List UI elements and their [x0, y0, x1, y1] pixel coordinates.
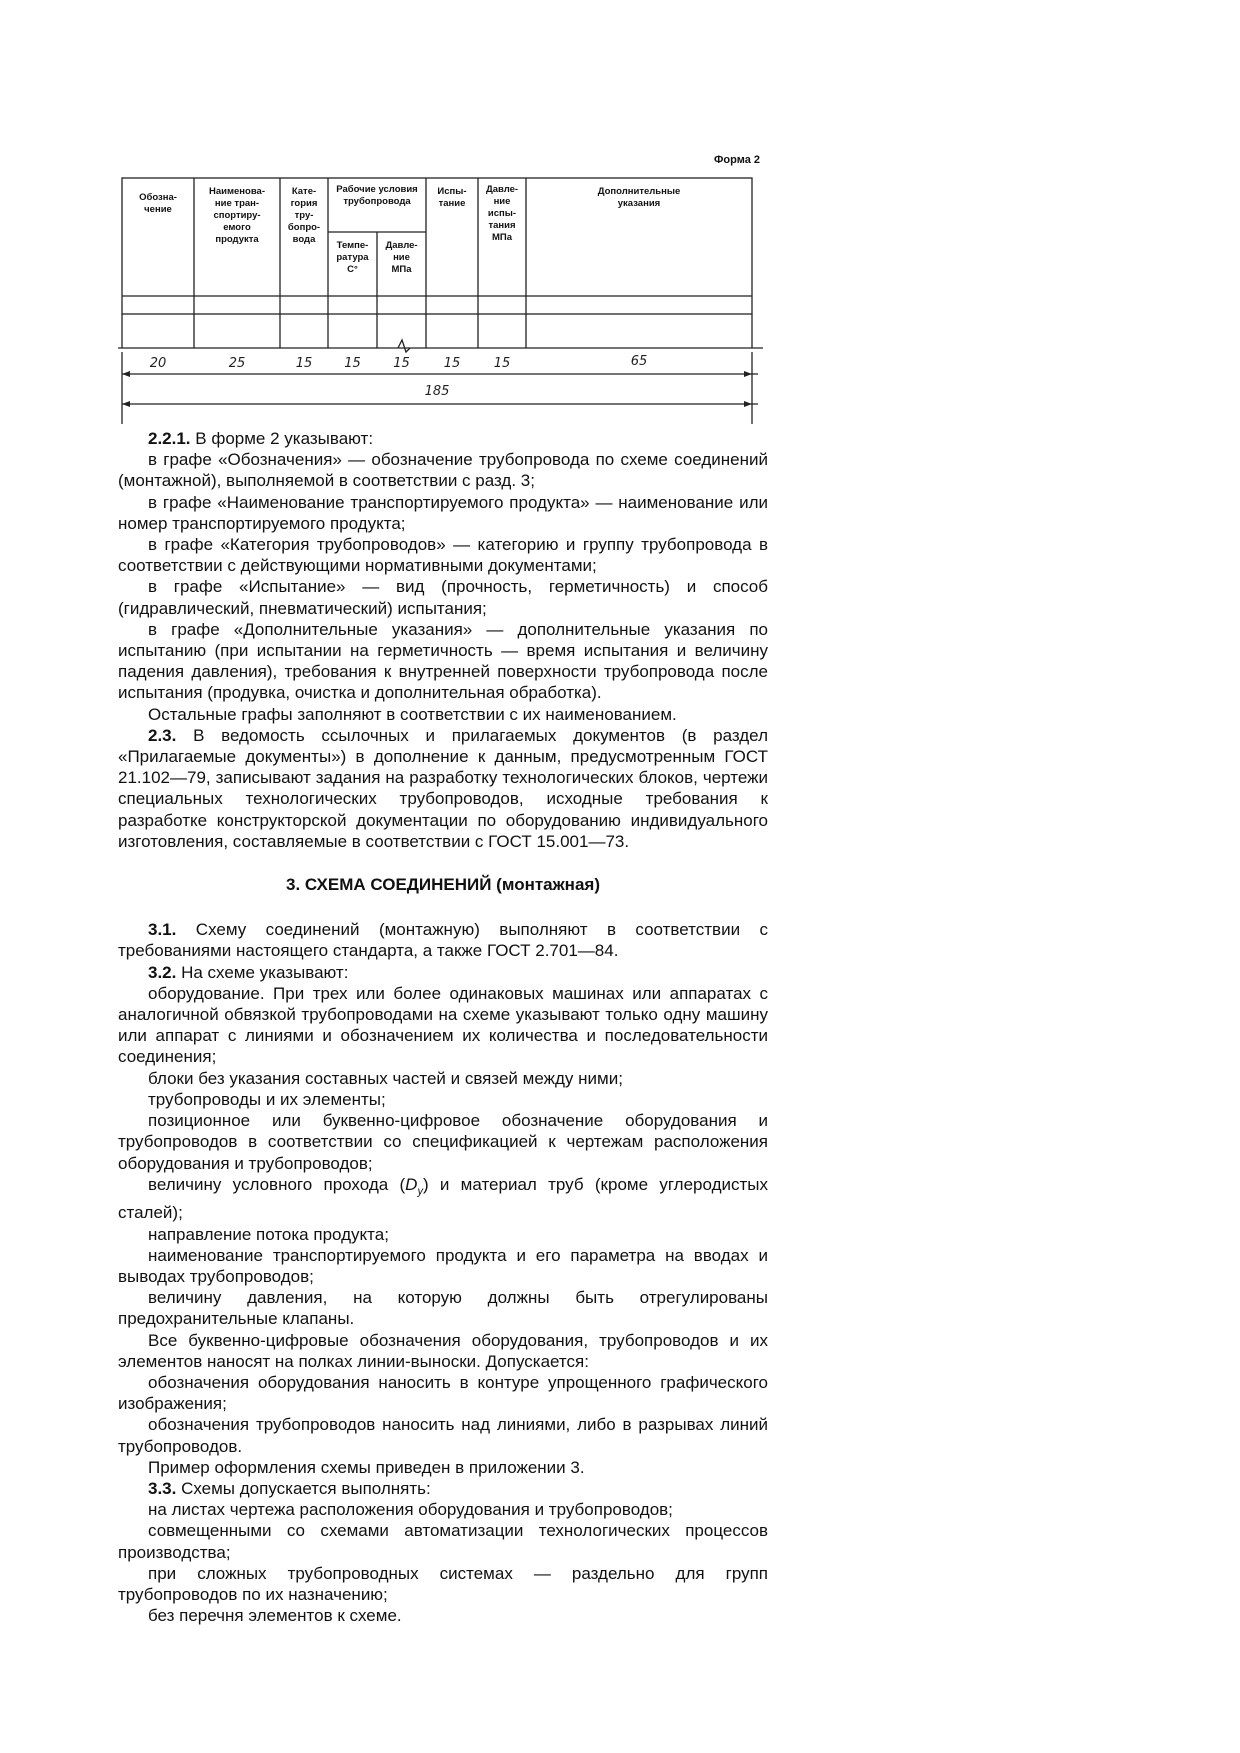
- paragraph: Остальные графы заполняют в соответствии с их наименованием.: [148, 704, 677, 724]
- paragraph: направление потока продукта;: [148, 1224, 389, 1244]
- paragraph-3-2: 3.2. На схеме указывают:: [148, 962, 349, 982]
- document-body: [118, 428, 768, 1626]
- paragraph: трубопроводы и их элементы;: [148, 1089, 386, 1109]
- header-test-pressure: Давле- ние испы- тания МПа: [485, 184, 519, 243]
- dim-temperature: 15: [344, 356, 361, 371]
- paragraph: в графе «Наименование транспортируемого продукта» — наименование или номер транспортируемого продукта;: [118, 492, 768, 533]
- dim-category: 15: [295, 356, 313, 371]
- header-temperature: Темпе- ратура C°: [336, 240, 369, 275]
- form-label: Форма 2: [714, 154, 760, 166]
- paragraph: совмещенными со схемами автоматизации технологических процессов производства;: [118, 1521, 768, 1562]
- paragraph-3-3: 3.3. Схемы допускается выполнять:: [148, 1478, 431, 1498]
- paragraph: величину давления, на которую должны быть отрегулированы предохранительные клапаны.: [118, 1288, 768, 1329]
- dim-product: 25: [228, 356, 246, 371]
- form-2-figure: [118, 152, 768, 427]
- header-pressure: Давле- ние МПа: [385, 240, 418, 275]
- paragraph: в графе «Испытание» — вид (прочность, герметичность) и способ (гидравлический, пневматический) испытания;: [118, 577, 768, 618]
- paragraph: Все буквенно-цифровые обозначения оборудования, трубопроводов и их элементов наносят на полках линии-выноски. Допускается:: [118, 1330, 768, 1371]
- dim-pressure: 15: [393, 356, 410, 371]
- paragraph-2-3: 2.3. В ведомость ссылочных и прилагаемых документов (в раздел «Прилагаемые документы») в дополнение к данным, предусмотренным ГОСТ 21.102—79, записывают задания на разработку технологических блоков, чертежи специальных технологических трубопроводов, исходные требования к разработке конструкторской документации по оборудованию индивидуального изготовления, составляемые в соответствии с ГОСТ 15.001—73.: [118, 725, 768, 851]
- paragraph: в графе «Категория трубопроводов» — категорию и группу трубопровода в соответствии с действующими нормативными документами;: [118, 535, 768, 576]
- paragraph-2-2-1: 2.2.1. В форме 2 указывают:: [148, 429, 374, 448]
- dim-designation: 20: [149, 356, 167, 371]
- paragraph: в графе «Обозначения» — обозначение трубопровода по схеме соединений (монтажной), выполняемой в соответствии с разд. 3;: [118, 450, 768, 491]
- paragraph-3-1: 3.1. Схему соединений (монтажную) выполняют в соответствии с требованиями настоящего стандарта, а также ГОСТ 2.701—84.: [118, 920, 768, 961]
- paragraph: наименование транспортируемого продукта и его параметра на вводах и выводах трубопроводов;: [118, 1245, 768, 1286]
- header-category: Кате- гория тру- бопро- вода: [287, 186, 321, 245]
- dim-notes: 65: [630, 354, 648, 369]
- paragraph: величину условного прохода $(D_у)$ и материал труб (кроме углеродистых сталей);: [118, 1174, 768, 1223]
- dim-test-pressure: 15: [493, 356, 511, 371]
- header-working-conditions: Рабочие условия трубопровода: [336, 184, 418, 207]
- paragraph: Пример оформления схемы приведен в приложении 3.: [148, 1457, 585, 1477]
- dim-total: 185: [424, 384, 450, 399]
- header-designation: Обозна- чение: [139, 192, 177, 215]
- dim-test: 15: [443, 356, 461, 371]
- paragraph: блоки без указания составных частей и связей между ними;: [148, 1068, 623, 1088]
- header-product: Наименова- ние тран- спортиру- емого продукта: [209, 186, 265, 245]
- paragraph: на листах чертежа расположения оборудования и трубопроводов;: [148, 1500, 673, 1520]
- section-heading: 3. СХЕМА СОЕДИНЕНИЙ (монтажная): [286, 875, 600, 895]
- header-test: Испы- тание: [437, 186, 467, 209]
- paragraph: обозначения трубопроводов наносить над линиями, либо в разрывах линий трубопроводов.: [118, 1415, 768, 1456]
- paragraph: в графе «Дополнительные указания» — дополнительные указания по испытанию (при испытании на герметичность — время испытания и величину падения давления), требования к внутренней поверхности трубопровода после испытания (продувка, очистка и дополнительная обработка).: [118, 619, 768, 703]
- paragraph: позиционное или буквенно-цифровое обозначение оборудования и трубопроводов в соответствии со спецификацией к чертежам расположения оборудования и трубопроводов;: [118, 1111, 768, 1173]
- header-notes: Дополнительные указания: [597, 186, 681, 209]
- paragraph: при сложных трубопроводных системах — раздельно для групп трубопроводов по их назначению;: [118, 1563, 768, 1604]
- paragraph: обозначения оборудования наносить в контуре упрощенного графического изображения;: [118, 1372, 768, 1414]
- paragraph: оборудование. При трех или более одинаковых машинах или аппаратах с аналогичной обвязкой трубопроводами на схеме указывают только одну машину или аппарат с линиями и обозначением их количества и последовательности соединения;: [118, 983, 768, 1067]
- paragraph: без перечня элементов к схеме.: [148, 1606, 402, 1626]
